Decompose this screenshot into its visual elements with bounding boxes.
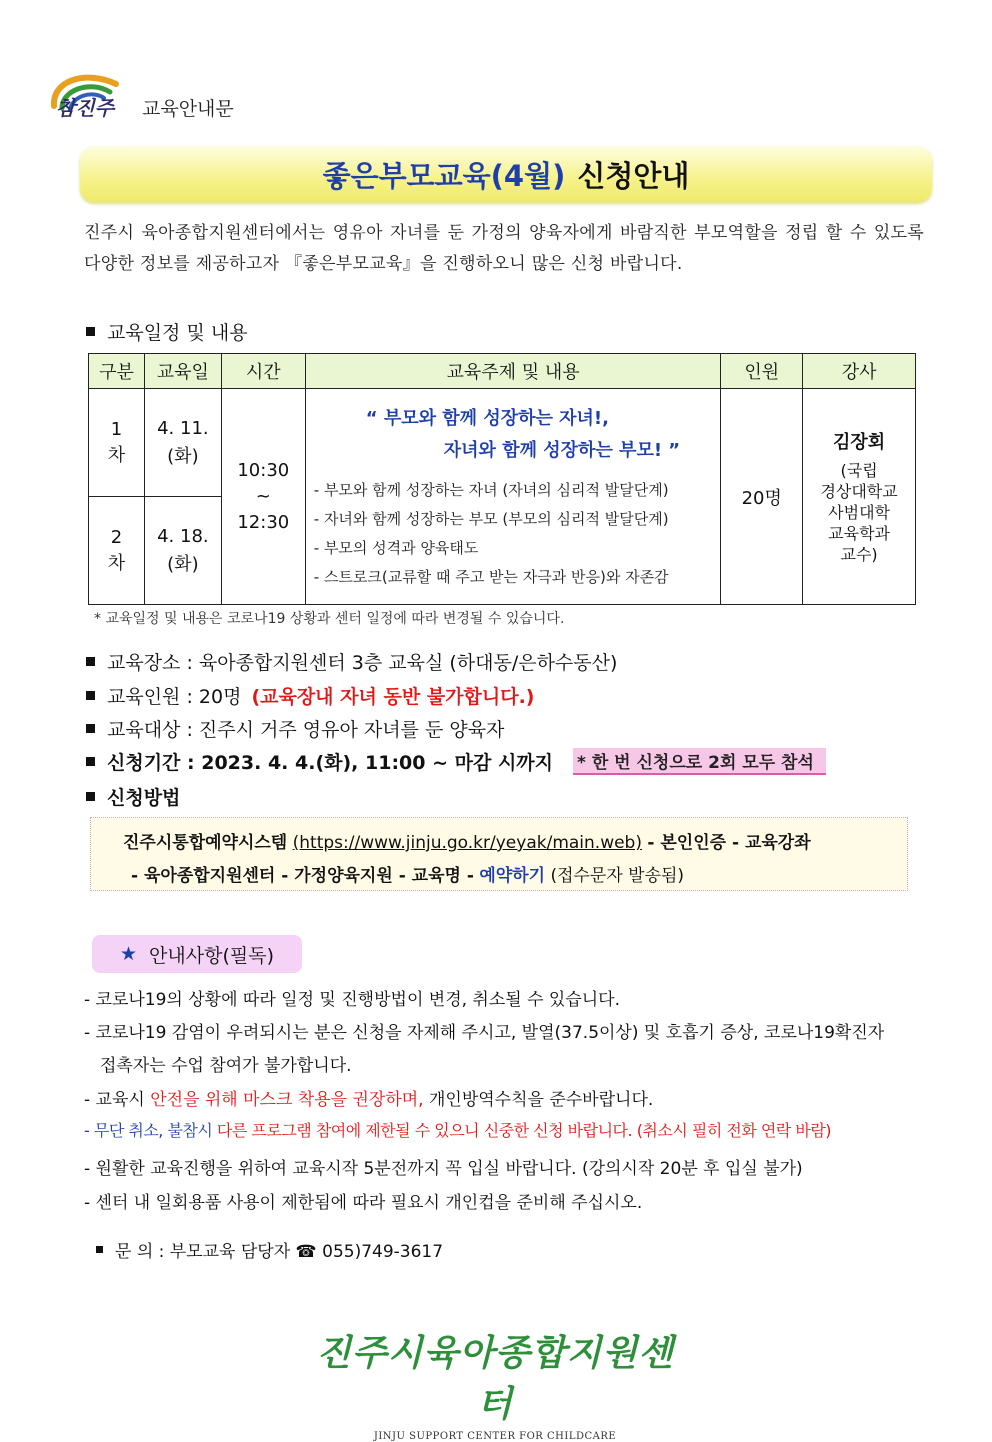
document-type-label: 교육안내문 xyxy=(142,97,234,120)
bullet-icon xyxy=(86,757,95,766)
bullet-icon xyxy=(86,327,95,336)
notice-item-red: (취소시 필히 전화 연락 바람) xyxy=(636,1121,832,1140)
reserve-link[interactable]: 예약하기 xyxy=(479,866,546,886)
notice-item-part: 개인방역수칙을 준수바랍니다. xyxy=(428,1090,654,1110)
schedule-table xyxy=(88,353,916,605)
notice-item xyxy=(84,1118,831,1141)
bullet-icon xyxy=(86,657,95,666)
page-title-suffix: 신청안내 xyxy=(577,158,690,193)
column-header: 시간 xyxy=(221,354,305,389)
topic-quote-line2: 자녀와 함께 성장하는 부모! ” xyxy=(443,439,681,461)
notice-item: 접촉자는 수업 참여가 불가합니다. xyxy=(100,1056,352,1076)
info-period-text: 신청기간 : 2023. 4. 4.(화), 11:00 ~ 마감 시까지 xyxy=(107,752,554,774)
schedule-heading xyxy=(86,318,248,345)
time-cell: 10:30 ~ 12:30 xyxy=(221,389,305,605)
table-row xyxy=(89,389,916,497)
topic-item: - 부모와 함께 성장하는 자녀 (자녀의 심리적 발달단계) xyxy=(313,480,669,499)
column-header: 강사 xyxy=(803,354,916,389)
info-method-text: 신청방법 xyxy=(107,787,181,809)
topic-item: - 부모의 성격과 양육태도 xyxy=(313,538,479,557)
info-place-text: 교육장소 : 육아종합지원센터 3층 교육실 (하대동/은하수동산) xyxy=(107,652,618,674)
notice-item-blue: - 무단 취소, 불참시 xyxy=(84,1121,213,1140)
notice-item-part: - 교육시 xyxy=(84,1090,145,1110)
method-line2-note: (접수문자 발송됨) xyxy=(550,866,685,886)
topic-item: - 스트로크(교류할 때 주고 받는 자극과 반응)와 자존감 xyxy=(313,567,669,586)
session-cell: 1 차 xyxy=(89,389,145,497)
column-header: 인원 xyxy=(721,354,803,389)
star-icon: ★ xyxy=(120,943,138,965)
topic-cell xyxy=(305,389,721,605)
method-line1 xyxy=(123,828,811,853)
method-url-link[interactable]: (https://www.jinju.go.kr/yeyak/main.web) xyxy=(292,833,642,853)
info-period-highlight: * 한 번 신청으로 2회 모두 참석 xyxy=(573,748,826,775)
topic-quote-line1: “ 부모와 함께 성장하는 자녀!, xyxy=(365,407,609,429)
info-method xyxy=(86,783,180,810)
method-line2 xyxy=(131,861,684,886)
method-box xyxy=(90,817,908,891)
column-header: 구분 xyxy=(89,354,145,389)
bullet-icon xyxy=(96,1246,103,1253)
topic-item: - 자녀와 함께 성장하는 부모 (부모의 심리적 발달단계) xyxy=(313,509,669,528)
notice-badge xyxy=(92,935,302,973)
notice-item: - 원활한 교육진행을 위하여 교육시작 5분전까지 꼭 입실 바랍니다. (강의시작 20분 후 입실 불가) xyxy=(84,1159,803,1179)
notice-item-mid: 다른 프로그램 참여에 제한될 수 있으니 신중한 신청 바랍니다. xyxy=(216,1121,633,1140)
contact-line xyxy=(96,1237,443,1262)
date-cell: 4. 11. (화) xyxy=(144,389,221,497)
title-banner xyxy=(80,146,932,202)
header xyxy=(46,66,234,126)
info-place xyxy=(86,648,617,675)
notice-item: - 코로나19 감염이 우려되시는 분은 신청을 자제해 주시고, 발열(37.5이상) 및 호흡기 증상, 코로나19확진자 xyxy=(84,1023,885,1043)
info-people xyxy=(86,682,534,709)
column-header: 교육일 xyxy=(144,354,221,389)
column-header: 교육주제 및 내용 xyxy=(305,354,721,389)
instructor-cell xyxy=(803,389,916,605)
method-line2-path: - 육아종합지원센터 - 가정양육지원 - 교육명 - xyxy=(131,866,474,886)
method-system: 진주시통합예약시스템 xyxy=(123,833,288,853)
footer-name-en: JINJU SUPPORT CENTER FOR CHILDCARE xyxy=(373,1431,617,1442)
notice-item-red: 안전을 위해 마스크 착용을 권장하며, xyxy=(150,1090,424,1110)
instructor-info: (국립 경상대학교 사범대학 교육학과 교수) xyxy=(820,461,898,564)
method-line1-rest: - 본인인증 - 교육강좌 xyxy=(647,833,811,853)
count-cell: 20명 xyxy=(721,389,803,605)
info-people-warning: (교육장내 자녀 동반 불가합니다.) xyxy=(251,686,535,708)
notice-item: - 센터 내 일회용품 사용이 제한됨에 따라 필요시 개인컵을 준비해 주십시오. xyxy=(84,1193,643,1213)
session-cell: 2 차 xyxy=(89,497,145,605)
bullet-icon xyxy=(86,691,95,700)
info-target xyxy=(86,715,504,742)
notice-item xyxy=(84,1085,653,1110)
info-people-text: 교육인원 : 20명 xyxy=(107,686,242,708)
bullet-icon xyxy=(86,724,95,733)
schedule-note: * 교육일정 및 내용은 코로나19 상황과 센터 일정에 따라 변경될 수 있습니다. xyxy=(94,611,565,627)
logo-text: 참진주 xyxy=(56,96,114,120)
notice-title: 안내사항(필독) xyxy=(149,944,274,967)
page-title: 좋은부모교육(4월) xyxy=(322,158,566,193)
info-period xyxy=(86,748,826,775)
intro-paragraph: 진주시 육아종합지원센터에서는 영유아 자녀를 둔 가정의 양육자에게 바람직한 부모역할을 정립 할 수 있도록 다양한 정보를 제공하고자 『좋은부모교육』을 진행하오니 많은 신청 바랍니다. xyxy=(84,223,924,274)
footer-logo xyxy=(300,1325,690,1442)
contact-text: 문 의 : 부모교육 담당자 ☎ 055)749-3617 xyxy=(115,1242,444,1262)
instructor-name: 김장회 xyxy=(832,432,886,453)
schedule-heading-text: 교육일정 및 내용 xyxy=(107,322,248,344)
bullet-icon xyxy=(86,792,95,801)
table-header-row xyxy=(89,354,916,389)
footer-name-kr: 진주시육아종합지원센터 xyxy=(316,1332,674,1425)
city-logo xyxy=(46,66,136,126)
date-cell: 4. 18. (화) xyxy=(144,497,221,605)
info-target-text: 교육대상 : 진주시 거주 영유아 자녀를 둔 양육자 xyxy=(107,719,505,741)
notice-item: - 코로나19의 상황에 따라 일정 및 진행방법이 변경, 취소될 수 있습니다. xyxy=(84,990,621,1010)
